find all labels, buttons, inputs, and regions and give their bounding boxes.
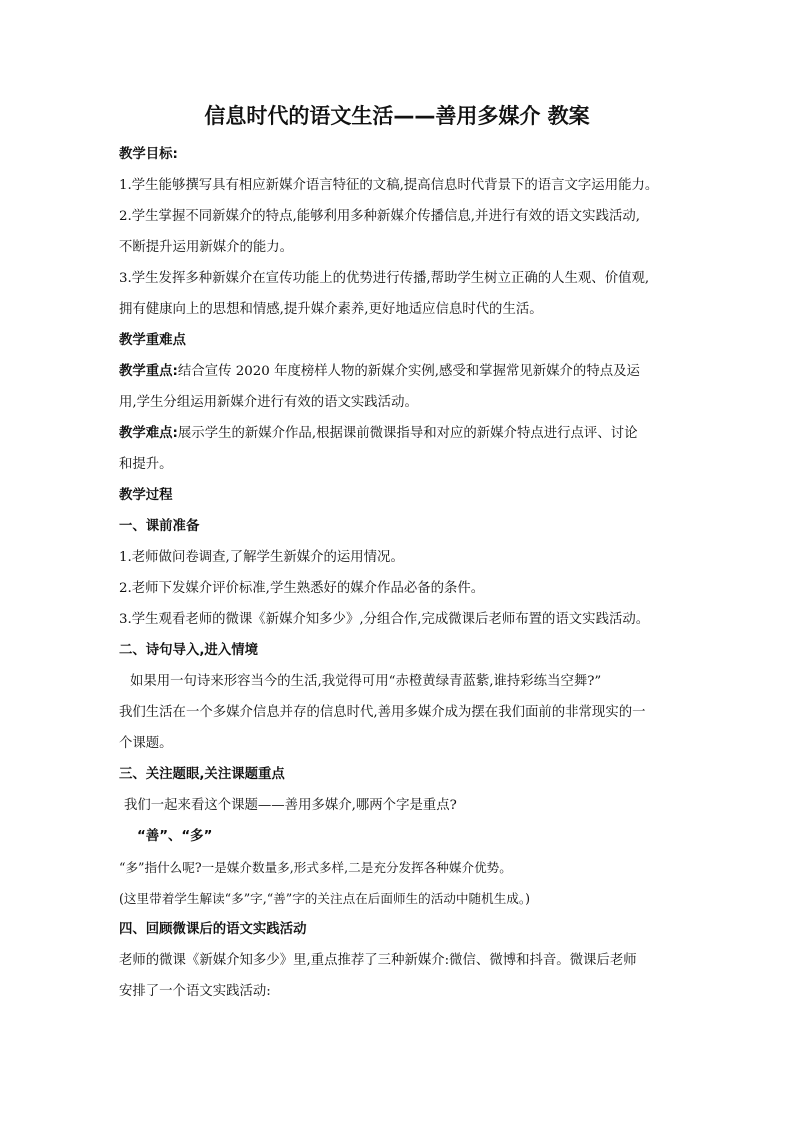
section-4-line-1: 老师的微课《新媒介知多少》里,重点推荐了三种新媒介:微信、微博和抖音。微课后老师: [119, 953, 637, 968]
focus-text: 结合宣传 2020 年度榜样人物的新媒介实例,感受和掌握常见新媒介的特点及运: [177, 364, 640, 379]
section-3-line-1: 我们一起来看这个课题——善用多媒介,哪两个字是重点?: [124, 798, 457, 813]
section-1-item-1: 1.老师做问卷调查,了解学生新媒介的运用情况。: [119, 550, 404, 565]
difficulty-line-2: 和提升。: [119, 457, 173, 472]
document-title: 信息时代的语文生活——善用多媒介 教案: [204, 104, 590, 128]
difficulty-label: 教学难点:: [119, 426, 178, 441]
difficulty-text: 展示学生的新媒介作品,根据课前微课指导和对应的新媒介特点进行点评、讨论: [177, 426, 638, 441]
section-4-heading: 四、回顾微课后的语文实践活动: [119, 922, 307, 937]
section-3-line-4: (这里带着学生解读“多”字,“善”字的关注点在后面师生的活动中随机生成。): [119, 891, 531, 906]
section-2-line-3: 个课题。: [119, 736, 173, 751]
goal-item-3-line-2: 拥有健康向上的思想和情感,提升媒介素养,更好地适应信息时代的生活。: [119, 302, 543, 317]
section-1-heading: 一、课前准备: [119, 519, 200, 534]
goal-item-1: 1.学生能够撰写具有相应新媒介语言特征的文稿,提高信息时代背景下的语言文字运用能力。: [119, 178, 659, 193]
difficulty-line-1: [119, 425, 694, 443]
focus-line-2: 用,学生分组运用新媒介进行有效的语文实践活动。: [119, 395, 418, 410]
section-2-line-2: 我们生活在一个多媒介信息并存的信息时代,善用多媒介成为摆在我们面前的非常现实的一: [119, 705, 646, 720]
goal-item-2-line-1: 2.学生掌握不同新媒介的特点,能够利用多种新媒介传播信息,并进行有效的语文实践活动,: [119, 209, 640, 224]
goal-item-3-line-1: 3.学生发挥多种新媒介在宣传功能上的优势进行传播,帮助学生树立正确的人生观、价值观,: [119, 271, 650, 286]
section-2-line-1: 如果用一句诗来形容当今的生活,我觉得可用“赤橙黄绿青蓝紫,谁持彩练当空舞?”: [130, 674, 602, 689]
section-3-heading: 三、关注题眼,关注课题重点: [119, 767, 285, 782]
section-3-line-3: “多”指什么呢?一是媒介数量多,形式多样,二是充分发挥各种媒介优势。: [119, 860, 512, 875]
section-1-item-3: 3.学生观看老师的微课《新媒介知多少》,分组合作,完成微课后老师布置的语文实践活动。: [119, 612, 650, 627]
section-4-line-2: 安排了一个语文实践活动:: [119, 984, 271, 999]
section-2-heading: 二、诗句导入,进入情境: [119, 643, 258, 658]
key-points-heading: 教学重难点: [119, 333, 186, 348]
goals-heading: 教学目标:: [119, 147, 178, 162]
focus-label: 教学重点:: [119, 364, 178, 379]
section-1-item-2: 2.老师下发媒介评价标准,学生熟悉好的媒介作品必备的条件。: [119, 581, 485, 596]
focus-line-1: [119, 363, 694, 381]
process-heading: 教学过程: [119, 488, 173, 503]
goal-item-2-line-2: 不断提升运用新媒介的能力。: [119, 240, 294, 255]
section-3-line-2: “善”、“多”: [137, 829, 213, 844]
